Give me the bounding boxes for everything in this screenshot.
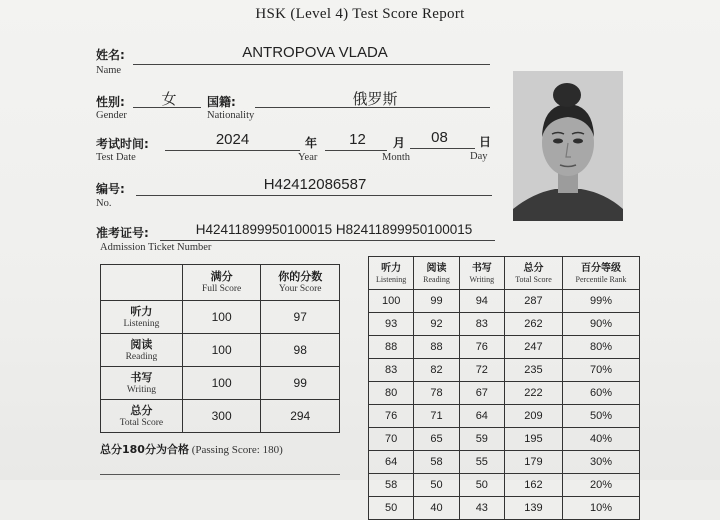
name-value: ANTROPOVA VLADA bbox=[242, 44, 388, 61]
table-row bbox=[369, 336, 640, 359]
gender-value: 女 bbox=[161, 90, 177, 108]
reading-cell: 88 bbox=[414, 336, 459, 359]
header-total: 总分 Total Score bbox=[504, 257, 562, 290]
section-label: 书写 Writing bbox=[101, 367, 183, 400]
number-label-cn: 编号: bbox=[96, 182, 125, 196]
section-label: 听力 Listening bbox=[101, 301, 183, 334]
table-row bbox=[369, 313, 640, 336]
number-underline bbox=[136, 195, 492, 196]
passing-score-en: (Passing Score: 180) bbox=[191, 444, 283, 456]
reading-cell: 78 bbox=[414, 382, 459, 405]
your-score-cell: 98 bbox=[261, 334, 340, 367]
full-score-cell: 300 bbox=[182, 400, 261, 433]
table-row bbox=[101, 367, 340, 400]
table-row bbox=[369, 497, 640, 520]
reading-cell: 99 bbox=[414, 290, 459, 313]
day-label-en: Day bbox=[470, 151, 488, 162]
section-label: 总分 Total Score bbox=[101, 400, 183, 433]
table-row bbox=[369, 382, 640, 405]
passing-score-cn: 总分180分为合格 bbox=[100, 443, 189, 456]
total-cell: 287 bbox=[504, 290, 562, 313]
header-reading: 阅读 Reading bbox=[414, 257, 459, 290]
header-listening: 听力 Listening bbox=[369, 257, 414, 290]
your-score-cell: 97 bbox=[261, 301, 340, 334]
test-year-underline bbox=[165, 150, 300, 151]
table-row bbox=[101, 334, 340, 367]
percentile-cell: 30% bbox=[562, 451, 639, 474]
total-cell: 162 bbox=[504, 474, 562, 497]
reading-cell: 50 bbox=[414, 474, 459, 497]
test-month-underline bbox=[325, 150, 387, 151]
writing-cell: 64 bbox=[459, 405, 504, 428]
nationality-value: 俄罗斯 bbox=[352, 90, 398, 108]
total-cell: 262 bbox=[504, 313, 562, 336]
percentile-cell: 99% bbox=[562, 290, 639, 313]
table-row bbox=[101, 301, 340, 334]
percentile-table bbox=[368, 256, 640, 520]
percentile-cell: 60% bbox=[562, 382, 639, 405]
score-header-yours: 你的分数 Your Score bbox=[261, 265, 340, 301]
header-percentile: 百分等级 Percentile Rank bbox=[562, 257, 639, 290]
test-day-underline bbox=[410, 148, 475, 149]
listening-cell: 76 bbox=[369, 405, 414, 428]
listening-cell: 70 bbox=[369, 428, 414, 451]
portrait-image bbox=[513, 71, 623, 221]
full-score-cell: 100 bbox=[182, 367, 261, 400]
name-label-en: Name bbox=[96, 65, 122, 76]
score-table-header bbox=[101, 265, 340, 301]
test-day-value: 08 bbox=[431, 129, 448, 146]
listening-cell: 100 bbox=[369, 290, 414, 313]
gender-underline bbox=[133, 107, 201, 108]
ticket-underline bbox=[160, 240, 495, 241]
listening-cell: 50 bbox=[369, 497, 414, 520]
writing-cell: 55 bbox=[459, 451, 504, 474]
reading-cell: 92 bbox=[414, 313, 459, 336]
listening-cell: 83 bbox=[369, 359, 414, 382]
name-underline bbox=[133, 64, 490, 65]
listening-cell: 58 bbox=[369, 474, 414, 497]
year-label-en: Year bbox=[298, 152, 318, 163]
percentile-cell: 50% bbox=[562, 405, 639, 428]
table-row bbox=[369, 405, 640, 428]
writing-cell: 72 bbox=[459, 359, 504, 382]
table-row bbox=[369, 474, 640, 497]
listening-cell: 93 bbox=[369, 313, 414, 336]
gender-label-cn: 性别: bbox=[96, 95, 125, 109]
your-score-cell: 294 bbox=[261, 400, 340, 433]
section-label: 阅读 Reading bbox=[101, 334, 183, 367]
ticket-label-en: Admission Ticket Number bbox=[100, 242, 212, 253]
test-month-value: 12 bbox=[349, 131, 366, 148]
reading-cell: 40 bbox=[414, 497, 459, 520]
reading-cell: 82 bbox=[414, 359, 459, 382]
percentile-cell: 40% bbox=[562, 428, 639, 451]
ticket-label-cn: 准考证号: bbox=[96, 226, 149, 240]
writing-cell: 94 bbox=[459, 290, 504, 313]
percentile-cell: 90% bbox=[562, 313, 639, 336]
total-cell: 209 bbox=[504, 405, 562, 428]
table-row bbox=[369, 359, 640, 382]
report-title: HSK (Level 4) Test Score Report bbox=[255, 6, 465, 22]
writing-cell: 83 bbox=[459, 313, 504, 336]
score-table bbox=[100, 264, 340, 433]
percentile-cell: 80% bbox=[562, 336, 639, 359]
nationality-label-cn: 国籍: bbox=[207, 95, 236, 109]
percentile-table-header bbox=[369, 257, 640, 290]
total-cell: 222 bbox=[504, 382, 562, 405]
nationality-label-en: Nationality bbox=[207, 110, 255, 121]
total-cell: 179 bbox=[504, 451, 562, 474]
number-label-en: No. bbox=[96, 198, 112, 209]
full-score-cell: 100 bbox=[182, 301, 261, 334]
year-label-cn: 年 bbox=[305, 136, 318, 150]
percentile-cell: 10% bbox=[562, 497, 639, 520]
score-header-blank bbox=[101, 265, 183, 301]
month-label-cn: 月 bbox=[393, 136, 406, 150]
number-value: H42412086587 bbox=[263, 176, 367, 193]
reading-cell: 71 bbox=[414, 405, 459, 428]
your-score-cell: 99 bbox=[261, 367, 340, 400]
writing-cell: 67 bbox=[459, 382, 504, 405]
total-cell: 235 bbox=[504, 359, 562, 382]
test-date-label-en: Test Date bbox=[96, 152, 136, 163]
passing-score-note bbox=[100, 441, 283, 457]
writing-cell: 43 bbox=[459, 497, 504, 520]
writing-cell: 76 bbox=[459, 336, 504, 359]
total-cell: 139 bbox=[504, 497, 562, 520]
day-label-cn: 日 bbox=[479, 135, 492, 149]
listening-cell: 64 bbox=[369, 451, 414, 474]
table-row bbox=[369, 451, 640, 474]
table-row bbox=[369, 290, 640, 313]
gender-label-en: Gender bbox=[96, 110, 127, 121]
percentile-cell: 20% bbox=[562, 474, 639, 497]
total-cell: 247 bbox=[504, 336, 562, 359]
nationality-underline bbox=[255, 107, 490, 108]
listening-cell: 88 bbox=[369, 336, 414, 359]
ticket-value: H42411899950100015 H82411899950100015 bbox=[195, 222, 473, 237]
name-label-cn: 姓名: bbox=[96, 48, 125, 62]
full-score-cell: 100 bbox=[182, 334, 261, 367]
month-label-en: Month bbox=[382, 152, 411, 163]
writing-cell: 59 bbox=[459, 428, 504, 451]
writing-cell: 50 bbox=[459, 474, 504, 497]
listening-cell: 80 bbox=[369, 382, 414, 405]
reading-cell: 65 bbox=[414, 428, 459, 451]
candidate-photo bbox=[513, 71, 623, 221]
total-cell: 195 bbox=[504, 428, 562, 451]
table-row bbox=[369, 428, 640, 451]
test-date-label-cn: 考试时间: bbox=[96, 137, 149, 151]
next-table-edge bbox=[100, 474, 340, 475]
header-writing: 书写 Writing bbox=[459, 257, 504, 290]
test-year-value: 2024 bbox=[215, 131, 250, 148]
table-row bbox=[101, 400, 340, 433]
percentile-cell: 70% bbox=[562, 359, 639, 382]
reading-cell: 58 bbox=[414, 451, 459, 474]
score-header-full: 满分 Full Score bbox=[182, 265, 261, 301]
